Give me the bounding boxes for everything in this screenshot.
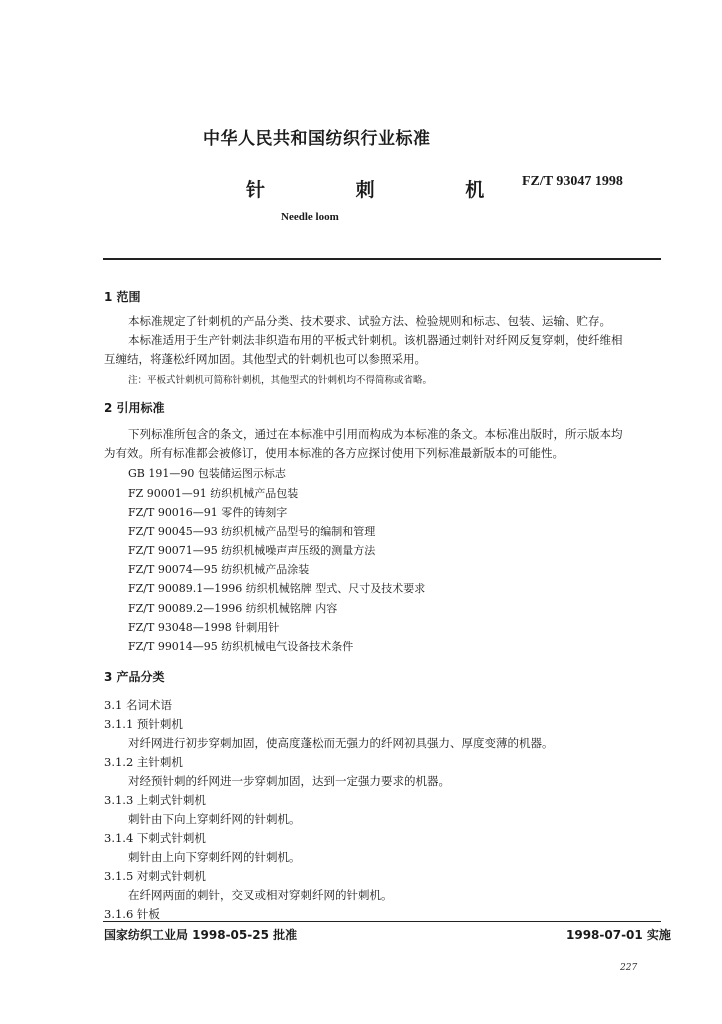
clause-3-1-2-text: 对经预针刺的纤网进一步穿刺加固，达到一定强力要求的机器。 [128,774,450,788]
footer-divider [103,921,661,922]
reference-item: FZ/T 90089.2—1996 纺织机械铭牌 内容 [128,602,338,615]
reference-item: FZ/T 93048—1998 针刺用针 [128,621,280,634]
clause-3-1-2: 3.1.2 主针刺机 [104,755,183,769]
reference-item: FZ/T 99014—95 纺织机械电气设备技术条件 [128,640,354,653]
clause-3-1: 3.1 名词术语 [104,698,172,712]
reference-item: GB 191—90 包装储运图示标志 [128,467,286,480]
section-1-paragraph-2-line-2: 互缠结，将蓬松纤网加固。其他型式的针刺机也可以参照采用。 [104,352,426,366]
section-1-note: 注：平板式针刺机可简称针刺机，其他型式的针刺机均不得简称或省略。 [128,375,433,386]
reference-item: FZ/T 90016—91 零件的铸刻字 [128,506,288,519]
clause-3-1-3-text: 刺针由下向上穿刺纤网的针刺机。 [128,812,301,826]
clause-3-1-4-text: 刺针由上向下穿刺纤网的针刺机。 [128,850,301,864]
effective-date: 1998-07-01 实施 [566,928,671,942]
clause-3-1-1: 3.1.1 预针刺机 [104,717,183,731]
issuing-organization: 中华人民共和国纺织行业标准 [203,129,431,149]
clause-3-1-1-text: 对纤网进行初步穿刺加固，使高度蓬松而无强力的纤网初具强力、厚度变薄的机器。 [128,736,554,750]
page-number: 227 [620,963,638,973]
reference-item: FZ/T 90045—93 纺织机械产品型号的编制和管理 [128,525,376,538]
approval-line: 国家纺织工业局 1998-05-25 批准 [104,928,298,942]
clause-3-1-5: 3.1.5 对刺式针刺机 [104,869,206,883]
reference-item: FZ/T 90089.1—1996 纺织机械铭牌 型式、尺寸及技术要求 [128,582,426,595]
section-1-paragraph-1: 本标准规定了针刺机的产品分类、技术要求、试验方法、检验规则和标志、包装、运输、贮存。 [128,314,611,328]
header-divider [103,258,661,260]
section-2-paragraph-line-1: 下列标准所包含的条文，通过在本标准中引用而构成为本标准的条文。本标准出版时，所示版本均 [128,427,623,441]
document-title: 针 刺 机 [246,179,527,201]
section-2-paragraph-line-2: 为有效。所有标准都会被修订，使用本标准的各方应探讨使用下列标准最新版本的可能性。 [104,446,564,460]
reference-item: FZ 90001—91 纺织机械产品包装 [128,487,299,500]
section-3-heading: 3 产品分类 [104,670,165,684]
clause-3-1-6: 3.1.6 针板 [104,907,160,921]
standard-code: FZ/T 93047 1998 [522,174,623,189]
clause-3-1-3: 3.1.3 上刺式针刺机 [104,793,206,807]
section-1-heading: 1 范围 [104,290,141,304]
english-title: Needle loom [281,211,339,223]
clause-3-1-5-text: 在纤网两面的刺针，交叉或相对穿刺纤网的针刺机。 [128,888,393,902]
section-1-paragraph-2-line-1: 本标准适用于生产针刺法非织造布用的平板式针刺机。该机器通过刺针对纤网反复穿刺，使纤维相 [128,333,623,347]
reference-item: FZ/T 90074—95 纺织机械产品涂装 [128,563,310,576]
reference-item: FZ/T 90071—95 纺织机械噪声声压级的测量方法 [128,544,376,557]
section-2-heading: 2 引用标准 [104,401,165,415]
clause-3-1-4: 3.1.4 下刺式针刺机 [104,831,206,845]
